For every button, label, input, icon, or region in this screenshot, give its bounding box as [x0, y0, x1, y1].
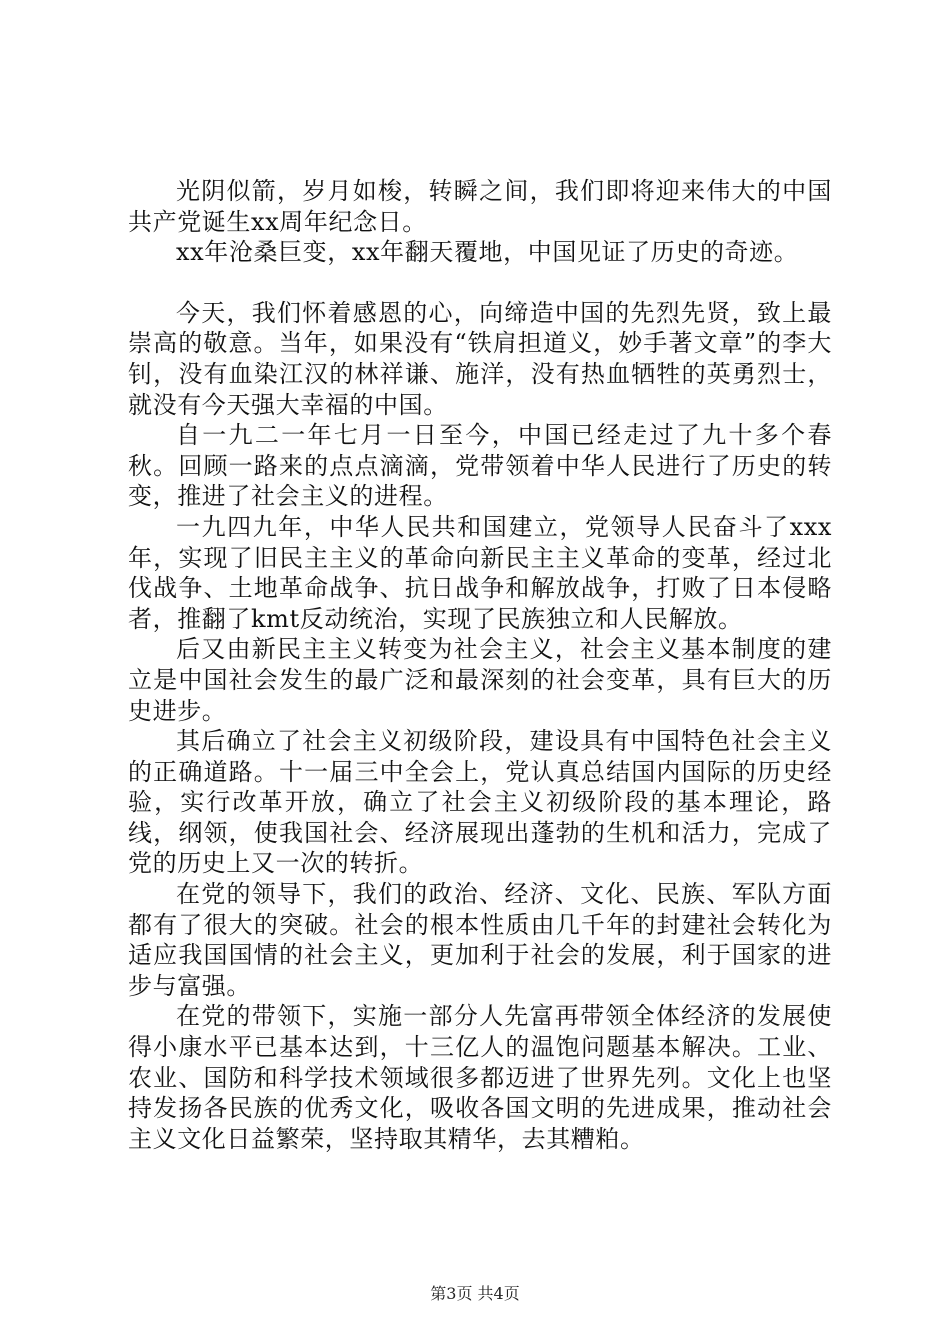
- page-number-footer: 第3页 共4页: [430, 1284, 520, 1303]
- paragraph-reform: 其后确立了社会主义初级阶段，建设具有中国特色社会主义的正确道路。十一届三中全会上，党认真总结国内国际的历史经验，实行改革开放，确立了社会主义初级阶段的基本理论，路线，纲领，使我国社会、经济展现出蓬勃的生机和活力，完成了党的历史上又一次的转折。: [128, 727, 832, 878]
- paragraph-1949: 一九四九年，中华人民共和国建立，党领导人民奋斗了xxx年，实现了旧民主主义的革命向新民主主义革命的变革，经过北伐战争、土地革命战争、抗日战争和解放战争，打败了日本侵略者，推翻了kmt反动统治，实现了民族独立和人民解放。: [128, 512, 832, 633]
- paragraph-gratitude: 今天，我们怀着感恩的心，向缔造中国的先烈先贤，致上最崇高的敬意。当年，如果没有“铁肩担道义，妙手著文章”的李大钊，没有血染江汉的林祥谦、施洋，没有热血牺牲的英勇烈士，就没有今天强大幸福的中国。: [128, 298, 832, 419]
- paragraph-development: 在党的带领下，实施一部分人先富再带领全体经济的发展使得小康水平已基本达到，十三亿人的温饱问题基本解决。工业、农业、国防和科学技术领域很多都迈进了世界先列。文化上也坚持发扬各民族的优秀文化，吸收各国文明的先进成果，推动社会主义文化日益繁荣，坚持取其精华，去其糟粕。: [128, 1002, 832, 1153]
- paragraph-history: 自一九二一年七月一日至今，中国已经走过了九十多个春秋。回顾一路来的点点滴滴，党带领着中华人民进行了历史的转变，推进了社会主义的进程。: [128, 421, 832, 511]
- paragraph-leadership: 在党的领导下，我们的政治、经济、文化、民族、军队方面都有了很大的突破。社会的根本性质由几千年的封建社会转化为适应我国国情的社会主义，更加利于社会的发展，利于国家的进步与富强。: [128, 880, 832, 1000]
- document-body: [128, 176, 832, 1154]
- paragraph-anniversary: xx年沧桑巨变，xx年翻天覆地，中国见证了历史的奇迹。: [176, 238, 799, 267]
- paragraph-intro: 光阴似箭，岁月如梭，转瞬之间，我们即将迎来伟大的中国共产党诞生xx周年纪念日。: [128, 177, 832, 236]
- paragraph-socialism: 后又由新民主主义转变为社会主义，社会主义基本制度的建立是中国社会发生的最广泛和最深刻的社会变革，具有巨大的历史进步。: [128, 635, 832, 725]
